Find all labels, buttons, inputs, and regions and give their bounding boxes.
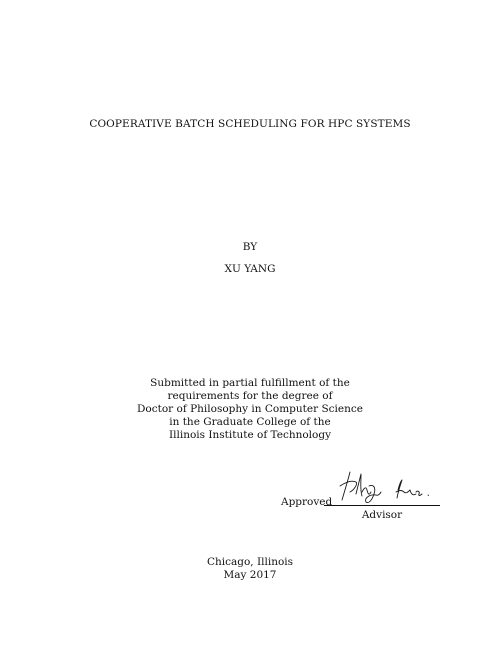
thesis-title: COOPERATIVE BATCH SCHEDULING FOR HPC SYSTEMS [89,118,411,130]
submission-line: requirements for the degree of [167,389,333,402]
submission-line: in the Graduate College of the [169,415,331,428]
author-name: XU YANG [224,263,276,275]
advisor-signature [336,468,446,508]
submission-statement [0,377,500,442]
by-label: BY [242,241,258,253]
place-and-date [0,556,500,582]
date: May 2017 [223,569,277,581]
submission-line: Submitted in partial fulfillment of the [150,377,350,389]
submission-line: Doctor of Philosophy in Computer Science [137,402,363,415]
submission-line: Illinois Institute of Technology [168,428,332,441]
advisor-label: Advisor [361,509,403,521]
signature-line [324,505,440,506]
approved-label: Approved [281,496,333,508]
place: Chicago, Illinois [206,556,294,568]
